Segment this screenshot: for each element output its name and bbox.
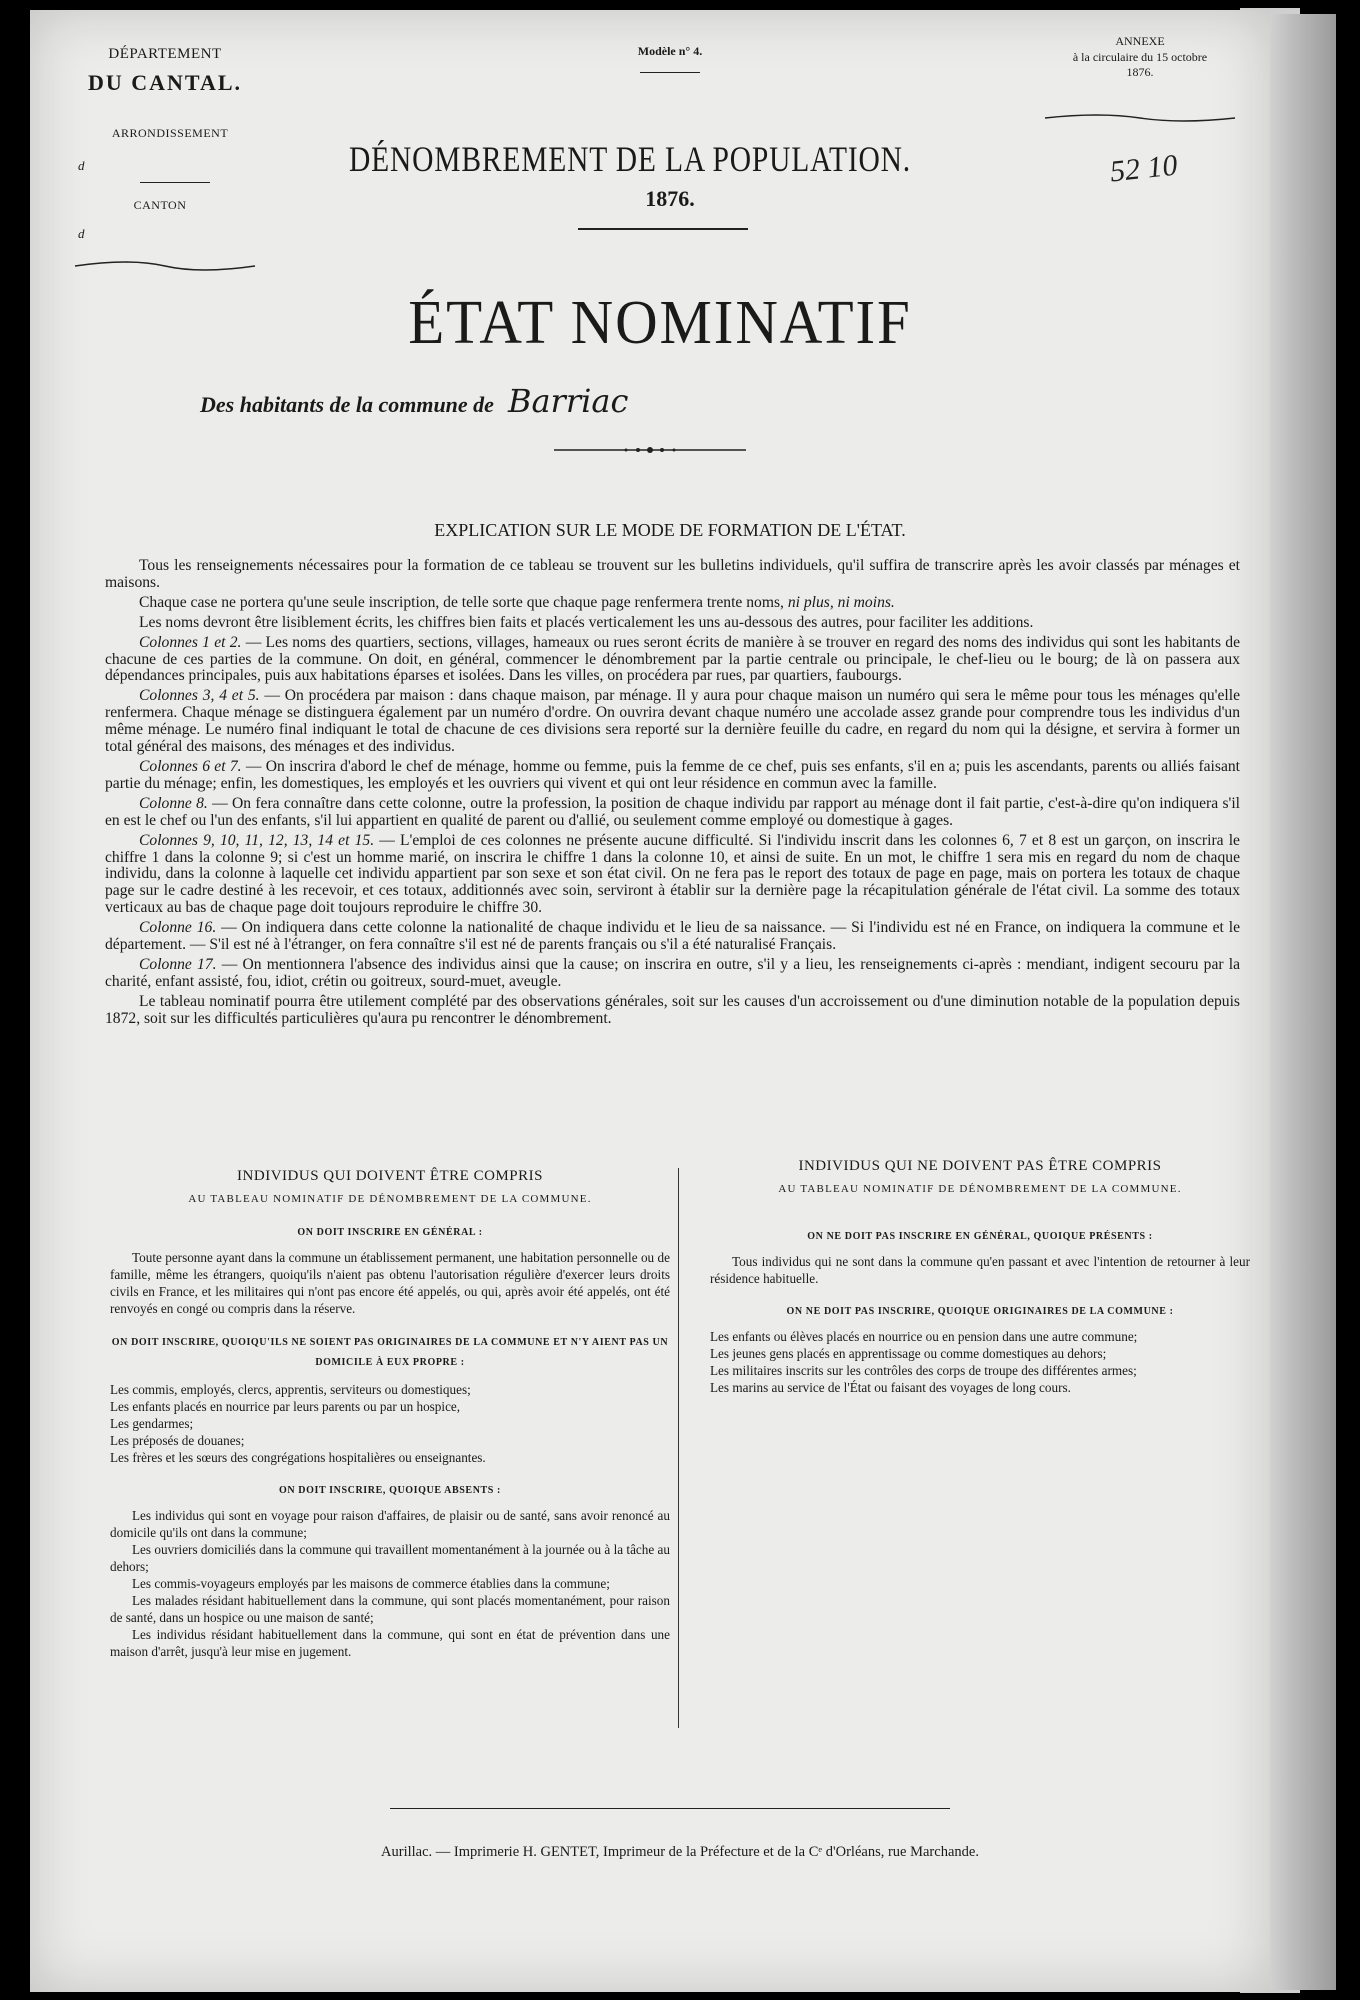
- list-item: Les gendarmes;: [110, 1416, 194, 1431]
- column-16-label: Colonne 16.: [139, 919, 217, 937]
- included-title: INDIVIDUS QUI DOIVENT ÊTRE COMPRIS: [237, 1168, 543, 1184]
- list-item: Les enfants ou élèves placés en nourrice ou en pension dans une autre commune;: [710, 1329, 1138, 1344]
- page-edge-stack: [1262, 14, 1336, 1990]
- ornamental-divider: [550, 442, 750, 458]
- excluded-title: INDIVIDUS QUI NE DOIVENT PAS ÊTRE COMPRIS: [798, 1158, 1162, 1174]
- columns-6-7: [105, 759, 1240, 793]
- arrondissement-mark: d: [78, 158, 85, 173]
- intro-paragraph: Tous les renseignements nécessaires pour la formation de ce tableau se trouvent sur les bulletins individuels, qu'il suffira de transcrire après les avoir classés par ménages et maisons.: [105, 557, 1240, 591]
- annex-block: [1030, 34, 1250, 81]
- columns-1-2-text: — Les noms des quartiers, sections, villages, hameaux ou rues seront écrits de manière à se trouver en regard des noms des individus qui sont les habitants de chacune de ces parties de la commune. On doit, en général, commencer le dénombrement par la partie centrale ou principale, le chef-lieu ou le bourg; de là on passera aux dépendances principales, puis aux habitations éparses et isolées. Dans les villes, on procédera par rues, par quartiers, faubourgs.: [105, 633, 1240, 685]
- excluded-general-text: Tous individus qui ne sont dans la commune qu'en passant et avec l'intention de retourner à leur résidence habituelle.: [710, 1254, 1250, 1286]
- list-item: Les individus qui sont en voyage pour raison d'affaires, de plaisir ou de santé, sans avoir renoncé au domicile qu'ils ont dans la commune;: [110, 1508, 670, 1540]
- census-year: 1876.: [645, 186, 695, 211]
- column-17-text: — On mentionnera l'absence des individus ainsi que la cause; on inscrira en outre, s'il y a lieu, les renseignements ci-après : mendiant, indigent secouru par la charité, enfant assisté, fou, idiot, crétin ou goitreux, sourd-muet, aveugle.: [105, 955, 1241, 990]
- list-item: Les individus résidant habituellement dans la commune, qui sont en état de prévention dans une maison d'arrêt, jusqu'à leur mise en jugement.: [110, 1627, 670, 1659]
- list-item: Les militaires inscrits sur les contrôles des corps de troupe des différentes armes;: [710, 1363, 1137, 1378]
- names-paragraph: Les noms devront être lisiblement écrits, les chiffres bien faits et placés verticalement les uns au-dessous des autres, pour faciliter les additions.: [139, 613, 1034, 631]
- excluded-subtitle: AU TABLEAU NOMINATIF DE DÉNOMBREMENT DE LA COMMUNE.: [778, 1183, 1182, 1195]
- rule-emphasis: ni plus, ni moins.: [787, 593, 895, 611]
- column-8-label: Colonne 8.: [139, 794, 208, 812]
- list-item: Les marins au service de l'État ou faisant des voyages de long cours.: [710, 1380, 1071, 1395]
- annex-title: ANNEXE: [1115, 34, 1165, 48]
- columns-9-15: [105, 833, 1240, 918]
- annex-line1: à la circulaire du 15 octobre: [1072, 49, 1208, 64]
- department-name: DU CANTAL.: [87, 70, 243, 95]
- columns-3-5-text: — On procédera par maison : dans chaque maison, par ménage. Il y aura pour chaque maison un numéro qui sera le même pour tous les ménages qu'elle renfermera. Chaque ménage se distinguera également par un numéro d'ordre. On ouvrira devant chaque numéro une accolade assez grande pour comprendre tous les individus d'un même ménage. Le numéro final indiquant le total de chacune de ces divisions sera reporté sur la dernière feuille du cadre, en regard du nom qui la désigne, et servira à former un total général des maisons, des ménages et des individus.: [105, 687, 1240, 756]
- arrondissement-label: ARRONDISSEMENT: [111, 126, 229, 140]
- included-non-natives-list: [110, 1381, 670, 1466]
- column-8-text: — On fera connaître dans cette colonne, outre la profession, la position de chaque individu par rapport au ménage dont il fait partie, c'est-à-dire qu'on indiquera s'il en est le chef ou l'un des enfants, s'il lui appartient en qualité de parent ou d'allié, ou seulement comme employé ou domestique à gages.: [105, 794, 1240, 829]
- printer-imprint: Aurillac. — Imprimerie H. GENTET, Imprimeur de la Préfecture et de la Cᵉ d'Orléans, rue Marchande.: [381, 1844, 979, 1860]
- columns-6-7-label: Colonnes 6 et 7.: [139, 757, 242, 775]
- annex-flourish: [1040, 110, 1240, 126]
- column-17: [105, 957, 1240, 991]
- column-17-label: Colonne 17.: [139, 955, 217, 973]
- list-item: Les malades résidant habituellement dans la commune, qui sont placés momentanément, pour raison de santé, dans un hospice ou une maison de santé;: [110, 1593, 670, 1625]
- main-title: DÉNOMBREMENT DE LA POPULATION.: [348, 139, 911, 179]
- column-divider: [678, 1168, 679, 1728]
- excluded-heading-natives: ON NE DOIT PAS INSCRIRE, QUOIQUE ORIGINAIRES DE LA COMMUNE :: [786, 1306, 1174, 1317]
- column-8: [105, 796, 1240, 830]
- columns-6-7-text: — On inscrira d'abord le chef de ménage, homme ou femme, puis la femme de ce chef, puis ses enfants, s'il en a; puis les ascendants, parents ou alliés faisant partie du ménage; enfin, les domestiques, les employés et les ouvriers qui vivent et qui ont leur résidence en commun avec la famille.: [105, 757, 1241, 792]
- excluded-heading-general: ON NE DOIT PAS INSCRIRE EN GÉNÉRAL, QUOIQUE PRÉSENTS :: [807, 1231, 1153, 1242]
- included-heading-absent: ON DOIT INSCRIRE, QUOIQUE ABSENTS :: [279, 1485, 501, 1496]
- rule-text: Chaque case ne portera qu'une seule inscription, de telle sorte que chaque page renfermera trente noms,: [139, 593, 784, 611]
- commune-prefix: Des habitants de la commune de: [200, 392, 494, 417]
- columns-3-5-label: Colonnes 3, 4 et 5.: [139, 687, 260, 705]
- columns-9-15-label: Colonnes 9, 10, 11, 12, 13, 14 et 15.: [139, 831, 375, 849]
- canton-mark: d: [78, 226, 85, 241]
- excluded-natives-list: [710, 1328, 1250, 1396]
- included-absent-list: [110, 1507, 670, 1660]
- final-paragraph: Le tableau nominatif pourra être utilement complété par des observations générales, soit sur les causes d'un accroissement ou d'une diminution notable de la population depuis 1872, soit sur les difficultés particulières qu'aura pu rencontrer le dénombrement.: [105, 992, 1240, 1027]
- columns-3-5: [105, 688, 1240, 756]
- model-rule: [640, 72, 700, 73]
- column-16-text: — On indiquera dans cette colonne la nationalité de chaque individu et le lieu de sa naissance. — Si l'individu est né en France, on indiquera la commune et le département. — S'il est né à l'étranger, on fera connaître s'il est né de parents français ou s'il a été naturalisé Français.: [105, 919, 1240, 954]
- model-number: Modèle n° 4.: [637, 44, 703, 58]
- columns-9-15-text: — L'emploi de ces colonnes ne présente aucune difficulté. Si l'individu inscrit dans les colonnes 6, 7 et 8 est un garçon, on inscrira le chiffre 1 dans la colonne 9; si c'est un homme marié, on inscrira le chiffre 1 dans la colonne 10, et ainsi de suite. En un mot, le chiffre 1 sera mis en regard du nom de chaque individu, dans la colonne à laquelle cet individu appartient par son sexe et son état civil. On ne fera pas le report des totaux de page en page, mais on portera les totaux de chaque page sur le cadre destiné à les recevoir, et ces totaux, additionnés avec soin, serviront à établir sur la dernière page la récapitulation générale de l'état civil. La somme des totaux verticaux au bas de chaque page doit toujours reproduire le chiffre 30.: [105, 831, 1240, 917]
- included-heading-general: ON DOIT INSCRIRE EN GÉNÉRAL :: [297, 1227, 483, 1238]
- list-item: Les frères et les sœurs des congrégations hospitalières ou enseignantes.: [110, 1450, 486, 1465]
- included-column: [110, 1168, 670, 1660]
- included-subtitle: AU TABLEAU NOMINATIF DE DÉNOMBREMENT DE LA COMMUNE.: [188, 1193, 592, 1205]
- census-page: [30, 10, 1270, 1992]
- commune-line: [200, 382, 900, 420]
- arrondissement-rule: [140, 182, 210, 183]
- included-heading-non-natives: ON DOIT INSCRIRE, QUOIQU'ILS NE SOIENT PAS ORIGINAIRES DE LA COMMUNE ET N'Y AIENT PAS UN DOMICILE À EUX PROPRE :: [111, 1337, 669, 1368]
- explication-body: [105, 558, 1240, 1031]
- etat-nominatif-title: ÉTAT NOMINATIF: [408, 289, 912, 357]
- list-item: Les préposés de douanes;: [110, 1433, 245, 1448]
- title-rule: [578, 228, 748, 230]
- excluded-column: [710, 1158, 1250, 1396]
- handwritten-note: 52 10: [1108, 148, 1179, 189]
- columns-1-2: [105, 635, 1240, 686]
- list-item: Les enfants placés en nourrice par leurs parents ou par un hospice,: [110, 1399, 461, 1414]
- explication-title: EXPLICATION SUR LE MODE DE FORMATION DE L'ÉTAT.: [434, 520, 906, 540]
- included-general-text: Toute personne ayant dans la commune un établissement permanent, une habitation personnelle ou de famille, même les étrangers, quoiqu'ils n'aient pas obtenu l'autorisation régulière d'exercer leurs droits civils en France, et les militaires qui n'ont pas encore été appelés, ou qui, après avoir été appelés, ont été renvoyés en congé ou compris dans la réserve.: [110, 1250, 670, 1316]
- rule-paragraph: [105, 595, 1240, 612]
- canton-label: CANTON: [133, 198, 187, 212]
- column-16: [105, 920, 1240, 954]
- commune-name-handwritten: Barriac: [507, 382, 629, 420]
- footer-rule: [390, 1808, 950, 1809]
- annex-line2: 1876.: [1126, 65, 1154, 80]
- columns-1-2-label: Colonnes 1 et 2.: [139, 633, 242, 651]
- header-left-flourish: [70, 256, 260, 276]
- department-label: DÉPARTEMENT: [108, 46, 222, 62]
- list-item: Les ouvriers domiciliés dans la commune qui travaillent momentanément à la journée ou à la tâche au dehors;: [110, 1542, 670, 1574]
- list-item: Les commis-voyageurs employés par les maisons de commerce établies dans la commune;: [132, 1576, 610, 1591]
- list-item: Les jeunes gens placés en apprentissage ou comme domestiques au dehors;: [710, 1346, 1107, 1361]
- list-item: Les commis, employés, clercs, apprentis, serviteurs ou domestiques;: [110, 1382, 471, 1397]
